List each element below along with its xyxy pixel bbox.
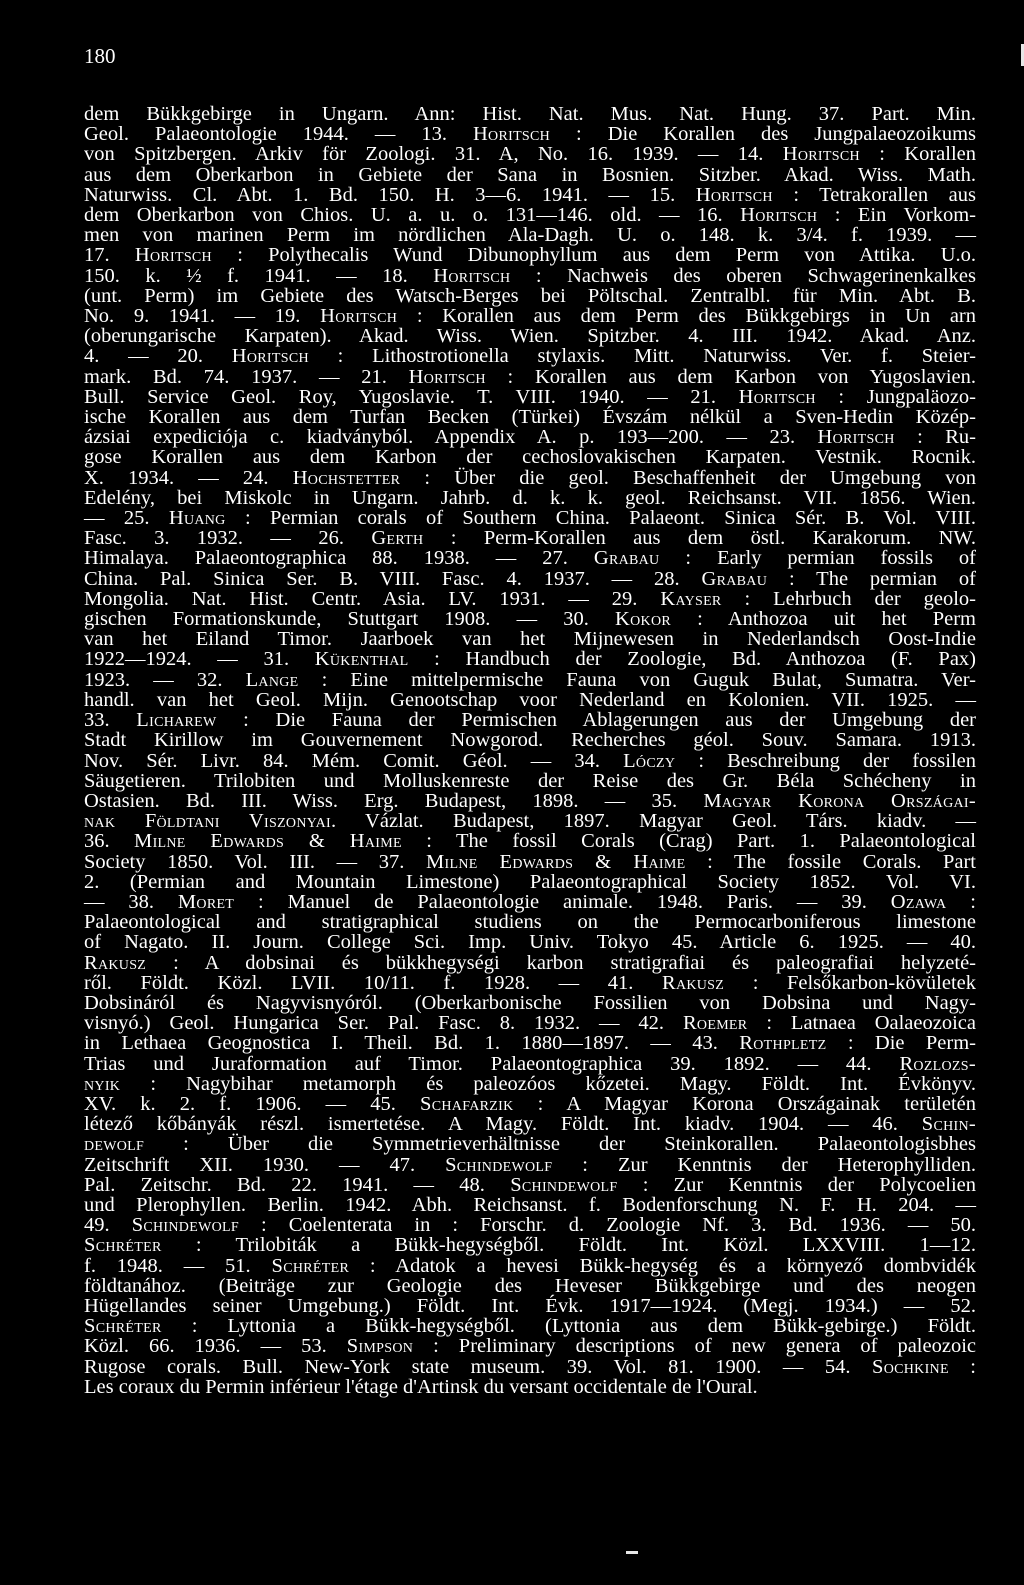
text-segment: XV. k. 2. f. 1906. — 45. bbox=[84, 1092, 421, 1115]
author-name: Huang bbox=[168, 507, 226, 530]
text-line bbox=[84, 1235, 976, 1255]
text-segment: : Die Perm- bbox=[826, 1032, 976, 1055]
text-line bbox=[84, 730, 976, 750]
text-segment: : Nagybihar metamorph és paleozóos kőzetei. Magy. Földt. Int. Évkönyv. bbox=[120, 1072, 976, 1095]
text-segment: van het Eiland Timor. Jaarboek van het Mijnewesen in Nederlandsch Oost-Indie bbox=[84, 628, 976, 651]
text-line bbox=[84, 831, 976, 851]
text-line bbox=[84, 205, 976, 225]
text-segment: 36. bbox=[84, 830, 135, 853]
author-name: Schin- bbox=[921, 1113, 976, 1136]
author-name: Grabau bbox=[593, 547, 660, 570]
author-name: Rakusz bbox=[84, 951, 147, 974]
author-name: Schafarzik bbox=[420, 1092, 514, 1115]
text-line bbox=[84, 407, 976, 427]
text-segment: Naturwiss. Cl. Abt. 1. Bd. 150. H. 3—6. 1941. — 15. bbox=[84, 183, 696, 206]
text-line bbox=[84, 447, 976, 467]
text-segment: Fasc. 3. 1932. — 26. bbox=[84, 527, 372, 550]
author-name: Rothpletz bbox=[739, 1032, 827, 1055]
text-segment: Hügellandes seiner Umgebung.) Földt. Int. Évk. 1917—1924. (Megj. 1934.) — 52. bbox=[84, 1294, 976, 1317]
author-name: Milne Edwards & Haime bbox=[425, 850, 686, 873]
text-line bbox=[84, 225, 976, 245]
text-line bbox=[84, 326, 976, 346]
text-line bbox=[84, 1155, 976, 1175]
bibliography-text bbox=[84, 104, 976, 1397]
text-segment: : Korallen aus dem Perm des Bükkgebirgs in Un arn bbox=[397, 305, 976, 328]
text-segment: China. Pal. Sinica Ser. B. VIII. Fasc. 4. 1937. — 28. bbox=[84, 567, 702, 590]
author-name: Horitsch bbox=[408, 365, 486, 388]
text-segment: : Lyttonia a Bükk-hegységből. (Lyttonia aus dem Bükk-gebirge.) Földt. bbox=[161, 1315, 976, 1338]
text-segment: 2. (Permian and Mountain Limestone) Palaeontographical Society 1852. Vol. VI. bbox=[84, 870, 976, 893]
author-name: Horitsch bbox=[320, 305, 398, 328]
text-line bbox=[84, 1195, 976, 1215]
author-name: Schréter bbox=[271, 1254, 350, 1277]
text-segment: men von marinen Perm im nördlichen Ala-Dagh. U. o. 148. k. 3/4. f. 1939. — bbox=[84, 224, 976, 247]
text-line bbox=[84, 751, 976, 771]
text-segment: földtanához. (Beiträge zur Geologie des Heveser Bükkgebirge und des neogen bbox=[84, 1274, 976, 1297]
author-name: Milne Edwards & Haime bbox=[134, 830, 402, 853]
text-segment: ische Korallen aus dem Turfan Becken (Türkei) Évszám nélkül a Sven-Hedin Közép- bbox=[84, 406, 976, 429]
text-segment: : Eine mittelpermische Fauna von Guguk Bulat, Sumatra. Ver- bbox=[298, 668, 976, 691]
text-line bbox=[84, 1054, 976, 1074]
text-segment: : The fossil Corals (Crag) Part. 1. Palaeontological bbox=[401, 830, 976, 853]
text-line bbox=[84, 104, 976, 124]
author-name: Rozlozs- bbox=[899, 1052, 976, 1075]
author-name: Schindewolf bbox=[131, 1214, 239, 1237]
text-segment: dem Bükkgebirge in Ungarn. Ann: Hist. Nat. Mus. Nat. Hung. 37. Part. Min. bbox=[84, 103, 976, 125]
text-segment: : Beschreibung der fossilen bbox=[675, 749, 976, 772]
text-segment: : Zur Kenntnis der Heterophylliden. bbox=[552, 1153, 977, 1176]
text-segment: : Korallen aus dem Karbon von Yugoslavien. bbox=[485, 365, 977, 388]
text-segment: in Lethaea Geognostica I. Theil. Bd. 1. 1880—1897. — 43. bbox=[84, 1032, 740, 1055]
text-line bbox=[84, 468, 976, 488]
text-line bbox=[84, 973, 976, 993]
text-segment: Nov. Sér. Livr. 84. Mém. Comit. Géol. — 34. bbox=[84, 749, 624, 772]
author-name: Hochstetter bbox=[292, 466, 401, 489]
author-name: Magyar Korona Országai- bbox=[703, 789, 976, 812]
text-segment: f. 1948. — 51. bbox=[84, 1254, 272, 1277]
text-segment: — 25. bbox=[84, 507, 169, 530]
page-footer-mark bbox=[626, 1551, 638, 1554]
text-segment: Zeitschrift XII. 1930. — 47. bbox=[84, 1153, 446, 1176]
text-segment: Mongolia. Nat. Hist. Centr. Asia. LV. 1931. — 29. bbox=[84, 587, 661, 610]
text-line bbox=[84, 852, 976, 872]
text-line bbox=[84, 710, 976, 730]
author-name: Kayser bbox=[660, 587, 722, 610]
text-segment: : bbox=[946, 890, 976, 913]
text-segment: gose Korallen aus dem Karbon der cechoslovakischen Karpaten. Vestnik. Rocnik. bbox=[84, 446, 976, 469]
text-segment: : Latnaea Oalaeozoica bbox=[747, 1012, 976, 1035]
text-segment: handl. van het Geol. Mijn. Genootschap voor Nederland en Kolonien. VII. 1925. — bbox=[84, 688, 976, 711]
text-segment: : Lehrbuch der geolo- bbox=[721, 587, 976, 610]
text-segment: Dobsináról és Nagyvisnyóról. (Oberkarbonische Fossilien von Dobsina und Nagy- bbox=[84, 991, 976, 1014]
author-name: Sochkine bbox=[872, 1355, 949, 1378]
text-segment: : Polythecalis Wund Dibunophyllum aus dem Perm von Attika. U.o. bbox=[211, 244, 976, 267]
text-line bbox=[84, 286, 976, 306]
author-name: Lóczy bbox=[623, 749, 676, 772]
text-segment: X. 1934. — 24. bbox=[84, 466, 293, 489]
text-line bbox=[84, 1296, 976, 1316]
text-line bbox=[84, 1013, 976, 1033]
text-line bbox=[84, 1336, 976, 1356]
text-segment: : Zur Kenntnis der Polycoelien bbox=[617, 1173, 977, 1196]
text-segment: Ostasien. Bd. III. Wiss. Erg. Budapest, 1898. — 35. bbox=[84, 789, 704, 812]
text-line bbox=[84, 1033, 976, 1053]
text-line bbox=[84, 306, 976, 326]
text-line bbox=[84, 508, 976, 528]
text-line bbox=[84, 1134, 976, 1154]
author-name: nak Földtani Viszonyai bbox=[84, 810, 331, 833]
text-line bbox=[84, 993, 976, 1013]
text-segment: : Über die geol. Beschaffenheit der Umgebung von bbox=[400, 466, 977, 489]
text-segment: 17. bbox=[84, 244, 135, 267]
text-line bbox=[84, 367, 976, 387]
text-segment: 33. bbox=[84, 709, 137, 732]
text-segment: 4. — 20. bbox=[84, 345, 232, 368]
text-line bbox=[84, 609, 976, 629]
text-segment: : Ru- bbox=[894, 426, 976, 449]
text-segment: von Spitzbergen. Arkiv för Zoologi. 31. A, No. 16. 1939. — 14. bbox=[84, 143, 783, 166]
author-name: Licharew bbox=[136, 709, 217, 732]
text-line bbox=[84, 124, 976, 144]
text-segment: : Nachweis des oberen Schwagerinenkalkes bbox=[510, 264, 977, 287]
text-line bbox=[84, 1276, 976, 1296]
text-segment: : Korallen bbox=[859, 143, 976, 166]
text-line bbox=[84, 953, 976, 973]
author-name: Horitsch bbox=[782, 143, 860, 166]
text-segment: Trias und Juraformation auf Timor. Palaeontographica 39. 1892. — 44. bbox=[84, 1052, 900, 1075]
text-segment: : Felsőkarbon-kövületek bbox=[724, 971, 976, 994]
author-name: Horitsch bbox=[740, 204, 818, 227]
text-segment: Society 1850. Vol. III. — 37. bbox=[84, 850, 426, 873]
author-name: Grabau bbox=[701, 567, 768, 590]
text-segment: : Coelenterata in : Forschr. d. Zoologie Nf. 3. Bd. 1936. — 50. bbox=[238, 1214, 977, 1237]
text-segment: : Anthozoa uit het Perm bbox=[671, 608, 976, 631]
author-name: Rakusz bbox=[661, 971, 725, 994]
text-line bbox=[84, 245, 976, 265]
author-name: Roemer bbox=[682, 1012, 748, 1035]
text-segment: 1922—1924. — 31. bbox=[84, 648, 315, 671]
text-segment: 150. k. ½ f. 1941. — 18. bbox=[84, 264, 434, 287]
text-segment: Pal. Zeitschr. Bd. 22. 1941. — 48. bbox=[84, 1173, 511, 1196]
text-segment: Les coraux du Permin inférieur l'étage d'Artinsk du versant occidentale de l'Oural. bbox=[84, 1375, 758, 1398]
author-name: Lange bbox=[245, 668, 299, 691]
text-segment: : Preliminary descriptions of new genera of paleozoic bbox=[413, 1335, 976, 1358]
text-segment: : Ein Vorkom- bbox=[817, 204, 976, 227]
text-line bbox=[84, 1377, 976, 1397]
text-segment: : Über die Symmetrieverhältnisse der Steinkorallen. Palaeontologisbhes bbox=[144, 1133, 976, 1156]
text-line bbox=[84, 528, 976, 548]
text-segment: Bull. Service Geol. Roy, Yugoslavie. T. VIII. 1940. — 21. bbox=[84, 385, 739, 408]
text-line bbox=[84, 912, 976, 932]
text-line bbox=[84, 670, 976, 690]
author-name: Kokor bbox=[615, 608, 671, 631]
author-name: Schindewolf bbox=[445, 1153, 553, 1176]
text-line bbox=[84, 690, 976, 710]
text-line bbox=[84, 1215, 976, 1235]
author-name: Horitsch bbox=[231, 345, 309, 368]
text-segment: Säugetieren. Trilobiten und Molluskenreste der Reise des Gr. Béla Schécheny in bbox=[84, 769, 976, 792]
text-line bbox=[84, 1074, 976, 1094]
text-segment: gischen Formationskunde, Stuttgart 1908. — 30. bbox=[84, 608, 616, 631]
author-name: Schréter bbox=[84, 1234, 162, 1257]
text-line bbox=[84, 1316, 976, 1336]
text-segment: mark. Bd. 74. 1937. — 21. bbox=[84, 365, 409, 388]
author-name: Horitsch bbox=[472, 123, 551, 146]
author-name: Schréter bbox=[84, 1315, 162, 1338]
text-line bbox=[84, 1094, 976, 1114]
text-segment: : Tetrakorallen aus bbox=[772, 183, 976, 206]
text-line bbox=[84, 569, 976, 589]
text-line bbox=[84, 1114, 976, 1134]
text-segment: 49. bbox=[84, 1214, 132, 1237]
text-segment: : Jungpaläozo- bbox=[815, 385, 976, 408]
text-segment: : The fossile Corals. Part bbox=[685, 850, 976, 873]
text-line bbox=[84, 548, 976, 568]
text-segment: Himalaya. Palaeontographica 88. 1938. — 27. bbox=[84, 547, 594, 570]
text-segment: ázsiai expediciója c. kiadványból. Appendix A. p. 193—200. — 23. bbox=[84, 426, 818, 449]
text-line bbox=[84, 932, 976, 952]
text-segment: visnyó.) Geol. Hungarica Ser. Pal. Fasc. 8. 1932. — 42. bbox=[84, 1012, 683, 1035]
text-segment: : Die Fauna der Permischen Ablagerungen aus der Umgebung der bbox=[216, 709, 977, 732]
text-segment: : Lithostrotionella stylaxis. Mitt. Naturwiss. Ver. f. Steier- bbox=[308, 345, 977, 368]
text-line bbox=[84, 649, 976, 669]
text-line bbox=[84, 144, 976, 164]
text-line bbox=[84, 427, 976, 447]
text-segment: (unt. Perm) im Gebiete des Watsch-Berges bei Pöltschal. Zentralbl. für Min. Abt. B. bbox=[84, 284, 976, 307]
text-segment: : The permian of bbox=[767, 567, 976, 590]
text-segment: of Nagato. II. Journ. College Sci. Imp. Univ. Tokyo 45. Article 6. 1925. — 40. bbox=[84, 931, 976, 954]
text-segment: und Plerophyllen. Berlin. 1942. Abh. Reichsanst. f. Bodenforschung N. F. H. 204. — bbox=[84, 1193, 976, 1216]
author-name: Horitsch bbox=[433, 264, 511, 287]
text-line bbox=[84, 387, 976, 407]
text-segment: . Vázlat. Budapest, 1897. Magyar Geol. Társ. kiadv. — bbox=[331, 810, 976, 833]
author-name: Gerth bbox=[371, 527, 424, 550]
text-segment: Geol. Palaeontologie 1944. — 13. bbox=[84, 123, 473, 146]
text-line bbox=[84, 185, 976, 205]
page-number: 180 bbox=[84, 44, 116, 68]
author-name: Horitsch bbox=[695, 183, 773, 206]
text-segment: (oberungarische Karpaten). Akad. Wiss. Wien. Spitzber. 4. III. 1942. Akad. Anz. bbox=[84, 325, 976, 348]
text-segment: létező kőbányák részl. ismertetése. A Magy. Földt. Int. kiadv. 1904. — 46. bbox=[84, 1113, 922, 1136]
text-segment: ről. Földt. Közl. LVII. 10/11. f. 1928. — 41. bbox=[84, 971, 662, 994]
author-name: Simpson bbox=[346, 1335, 414, 1358]
text-segment: : A dobsinai és bükkhegységi karbon stratigrafiai és paleografiai helyzeté- bbox=[146, 951, 976, 974]
author-name: Kükenthal bbox=[314, 648, 409, 671]
text-segment: : Manuel de Palaeontologie animale. 1948. Paris. — 39. bbox=[234, 890, 891, 913]
text-line bbox=[84, 1175, 976, 1195]
text-line bbox=[84, 811, 976, 831]
text-line bbox=[84, 771, 976, 791]
text-line bbox=[84, 589, 976, 609]
text-line bbox=[84, 872, 976, 892]
text-segment: Stadt Kirillow im Gouvernement Nowgorod. Recherches géol. Souv. Samara. 1913. bbox=[84, 729, 976, 752]
text-line bbox=[84, 791, 976, 811]
author-name: Horitsch bbox=[817, 426, 895, 449]
author-name: Schindewolf bbox=[510, 1173, 618, 1196]
text-segment: : Trilobiták a Bükk-hegységből. Földt. Int. Közl. LXXVIII. 1—12. bbox=[161, 1234, 976, 1257]
text-line bbox=[84, 346, 976, 366]
author-name: nyik bbox=[84, 1072, 121, 1095]
author-name: dewolf bbox=[84, 1133, 145, 1156]
text-segment: Edelény, bei Miskolc in Ungarn. Jahrb. d. k. k. geol. Reichsanst. VII. 1856. Wien. bbox=[84, 486, 976, 509]
text-line bbox=[84, 629, 976, 649]
text-segment: 1923. — 32. bbox=[84, 668, 246, 691]
text-segment: Közl. 66. 1936. — 53. bbox=[84, 1335, 347, 1358]
text-segment: Rugose corals. Bull. New-York state museum. 39. Vol. 81. 1900. — 54. bbox=[84, 1355, 873, 1378]
text-line bbox=[84, 892, 976, 912]
text-segment: : Early permian fossils of bbox=[659, 547, 976, 570]
author-name: Ozawa bbox=[890, 890, 947, 913]
text-segment: Palaeontological and stratigraphical studiens on the Permocarboniferous limestone bbox=[84, 911, 976, 934]
text-segment: aus dem Oberkarbon in Gebiete der Sana in Bosnien. Sitzber. Akad. Wiss. Math. bbox=[84, 163, 976, 186]
text-segment: : bbox=[948, 1355, 976, 1378]
text-segment: — 38. bbox=[84, 890, 178, 913]
text-segment: No. 9. 1941. — 19. bbox=[84, 305, 321, 328]
text-segment: : A Magyar Korona Országainak területén bbox=[513, 1092, 976, 1115]
text-line bbox=[84, 165, 976, 185]
author-name: Horitsch bbox=[134, 244, 212, 267]
text-segment: dem Oberkarbon von Chios. U. a. u. o. 131—146. old. — 16. bbox=[84, 204, 741, 227]
text-line bbox=[84, 1357, 976, 1377]
text-segment: : Perm-Korallen aus dem östl. Karakorum. NW. bbox=[423, 527, 976, 550]
text-segment: : Permian corals of Southern China. Palaeont. Sinica Sér. B. Vol. VIII. bbox=[225, 507, 976, 530]
text-line bbox=[84, 266, 976, 286]
text-segment: : Handbuch der Zoologie, Bd. Anthozoa (F. Pax) bbox=[408, 648, 976, 671]
text-line bbox=[84, 1256, 976, 1276]
author-name: Moret bbox=[177, 890, 235, 913]
text-line bbox=[84, 488, 976, 508]
text-segment: : Adatok a hevesi Bükk-hegység és a környező dombvidék bbox=[349, 1254, 977, 1277]
author-name: Horitsch bbox=[738, 385, 816, 408]
text-segment: : Die Korallen des Jungpalaeozoikums bbox=[550, 123, 976, 146]
